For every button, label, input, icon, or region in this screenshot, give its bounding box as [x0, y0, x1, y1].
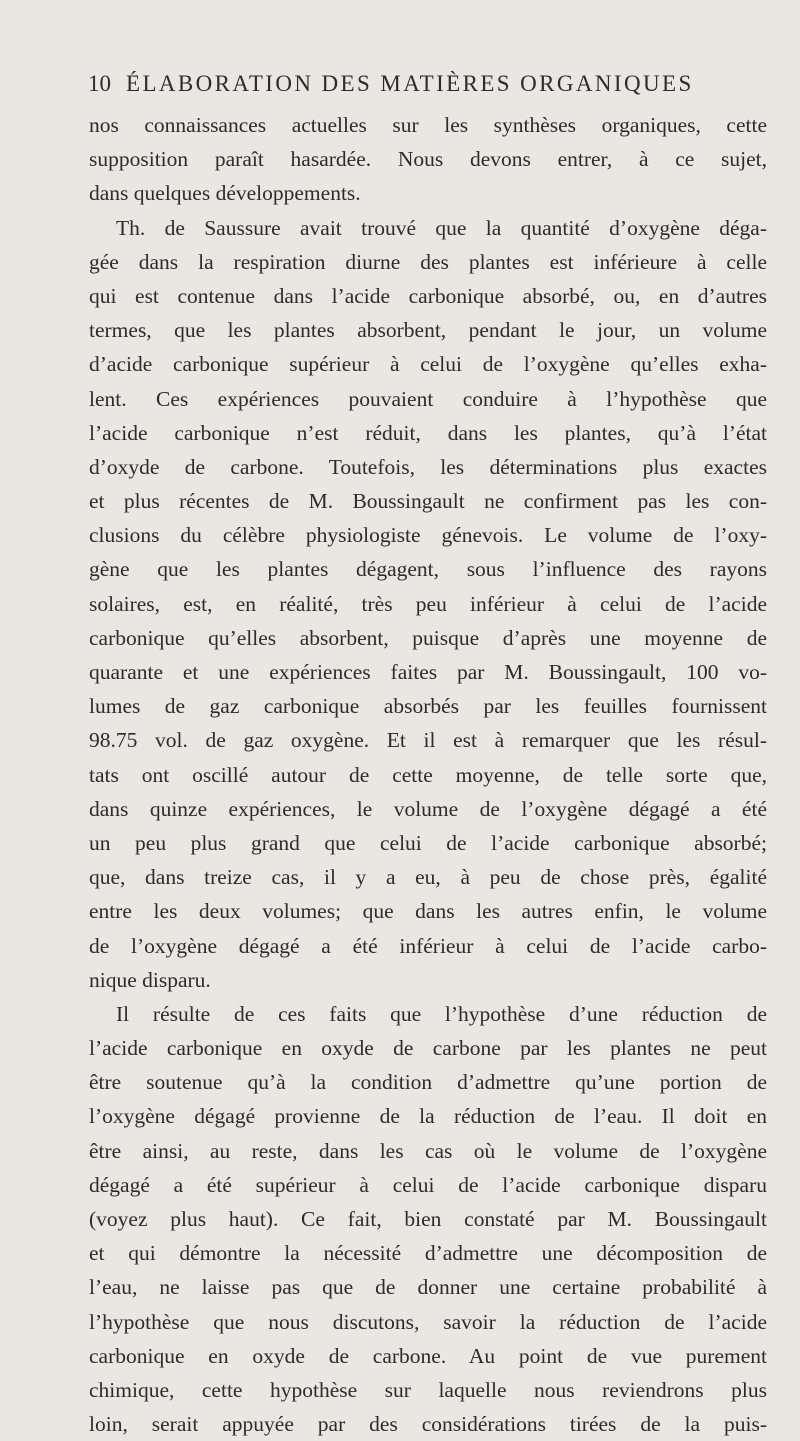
text-line: d’acide carbonique supérieur à celui de l’oxygène qu’elles exha-	[89, 352, 767, 377]
text-line: 98.75 vol. de gaz oxygène. Et il est à remarquer que les résul-	[89, 728, 767, 753]
text-line: gène que les plantes dégagent, sous l’influence des rayons	[89, 557, 767, 582]
text-line: dans quinze expériences, le volume de l’oxygène dégagé a été	[89, 796, 767, 821]
running-header	[88, 66, 768, 102]
text-line: qui est contenue dans l’acide carbonique absorbé, ou, en d’autres	[89, 283, 767, 308]
text-line: termes, que les plantes absorbent, pendant le jour, un volume	[89, 318, 767, 343]
text-line: (voyez plus haut). Ce fait, bien constaté par M. Boussingault	[89, 1207, 767, 1231]
text-line: de l’oxygène dégagé a été inférieur à celui de l’acide carbo-	[89, 933, 767, 958]
text-line: que, dans treize cas, il y a eu, à peu de chose près, égalité	[89, 865, 767, 890]
text-line: et qui démontre la nécessité d’admettre une décomposition de	[89, 1241, 767, 1266]
text-line: chimique, cette hypothèse sur laquelle nous reviendrons plus	[89, 1377, 767, 1402]
text-line: l’acide carbonique en oxyde de carbone par les plantes ne peut	[89, 1036, 767, 1061]
text-line: quarante et une expériences faites par M. Boussingault, 100 vo-	[89, 660, 767, 684]
page-number: 10	[88, 71, 111, 96]
text-line: et plus récentes de M. Boussingault ne confirment pas les con-	[89, 489, 767, 514]
text-line: l’oxygène dégagé provienne de la réduction de l’eau. Il doit en	[89, 1104, 767, 1129]
text-line: carbonique en oxyde de carbone. Au point de vue purement	[89, 1343, 767, 1368]
text-line: d’oxyde de carbone. Toutefois, les déterminations plus exactes	[89, 454, 767, 479]
text-line: un peu plus grand que celui de l’acide carbonique absorbé;	[89, 830, 767, 855]
text-line: nique disparu.	[89, 967, 211, 992]
text-line: tats ont oscillé autour de cette moyenne, de telle sorte que,	[89, 762, 767, 787]
text-line: être soutenue qu’à la condition d’admettre qu’une portion de	[89, 1070, 767, 1095]
text-line: carbonique qu’elles absorbent, puisque d’après une moyenne de	[89, 625, 767, 650]
text-line: lumes de gaz carbonique absorbés par les feuilles fournissent	[89, 694, 767, 719]
text-line: dégagé a été supérieur à celui de l’acide carbonique disparu	[89, 1172, 767, 1197]
text-line: nos connaissances actuelles sur les synthèses organiques, cette	[89, 113, 767, 137]
text-line: supposition paraît hasardée. Nous devons entrer, à ce sujet,	[89, 147, 767, 172]
text-line: l’hypothèse que nous discutons, savoir la réduction de l’acide	[89, 1309, 767, 1334]
text-line: clusions du célèbre physiologiste génevois. Le volume de l’oxy-	[89, 523, 767, 548]
text-line: Th. de Saussure avait trouvé que la quantité d’oxygène déga-	[116, 215, 767, 240]
body-text	[89, 108, 767, 1441]
text-line: l’acide carbonique n’est réduit, dans les plantes, qu’à l’état	[89, 420, 767, 445]
text-line: dans quelques développements.	[89, 181, 361, 206]
running-title: ÉLABORATION DES MATIÈRES ORGANIQUES	[126, 71, 694, 96]
text-line: gée dans la respiration diurne des plantes est inférieure à celle	[89, 249, 767, 274]
text-line: être ainsi, au reste, dans les cas où le volume de l’oxygène	[89, 1138, 767, 1163]
text-line: loin, serait appuyée par des considérations tirées de la puis-	[89, 1412, 767, 1437]
text-line: l’eau, ne laisse pas que de donner une certaine probabilité à	[89, 1275, 767, 1300]
text-line: entre les deux volumes; que dans les autres enfin, le volume	[89, 899, 767, 924]
text-line: lent. Ces expériences pouvaient conduire à l’hypothèse que	[89, 386, 767, 411]
text-line: Il résulte de ces faits que l’hypothèse d’une réduction de	[116, 1001, 767, 1026]
text-line: solaires, est, en réalité, très peu inférieur à celui de l’acide	[89, 591, 767, 616]
